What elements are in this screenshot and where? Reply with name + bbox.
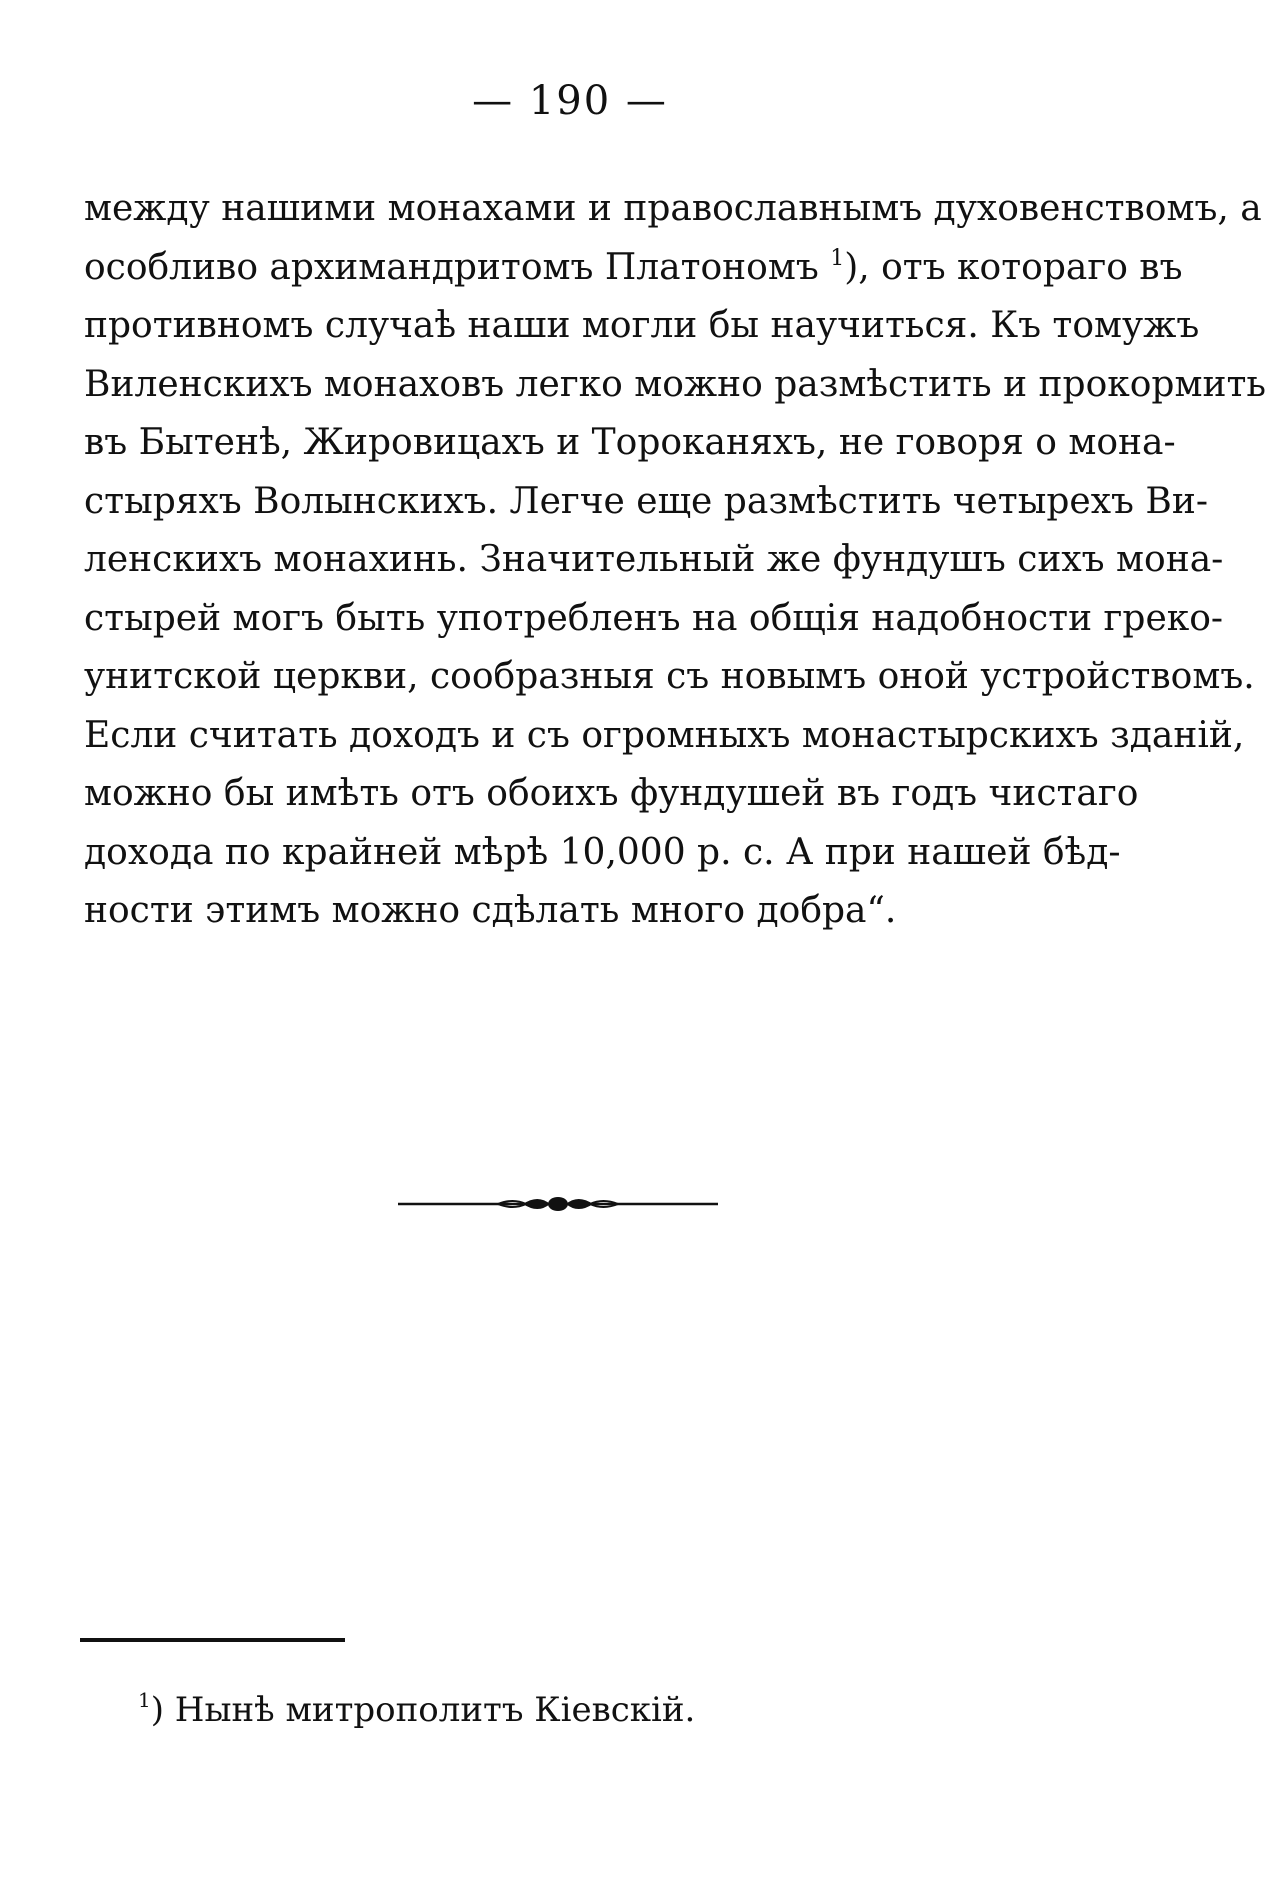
text-line: можно бы имѣть отъ обоихъ фундушей въ годъ чистаго [84,773,1139,814]
footnote-reference: 1 [830,245,845,271]
text-line-end: ), отъ котораго въ [844,246,1183,288]
text-line: между нашими монахами и православнымъ духовенствомъ, а [84,188,1262,229]
footnote-divider [80,1638,345,1642]
text-line: въ Бытенѣ, Жировицахъ и Тороканяхъ, не говоря о мона- [84,422,1176,463]
footnote-mark: 1 [138,1688,151,1712]
footnote [138,1685,695,1735]
main-text [84,180,1266,941]
text-line: противномъ случаѣ наши могли бы научиться. Къ томужъ [84,305,1200,346]
decorative-divider [398,1184,718,1224]
text-line-with-footnote-ref [84,239,1183,298]
footnote-paren: ) [150,1690,164,1730]
text-line: унитской церкви, сообразныя съ новымъ оной устройствомъ. [84,656,1255,697]
footnote-text: Нынѣ митрополитъ Кіевскій. [164,1690,696,1730]
page-number: — 190 — [472,78,668,124]
text-line: дохода по крайней мѣрѣ 10,000 р. с. А при нашей бѣд- [84,831,1121,873]
text-line-last: ности этимъ можно сдѣлать много добра“. [84,890,897,931]
text-line: Если считать доходъ и съ огромныхъ монастырскихъ зданій, [84,714,1245,756]
text-line: стырей могъ быть употребленъ на общія надобности греко- [84,597,1224,639]
text-line-start: особливо архимандритомъ Платономъ [84,246,819,288]
text-line: стыряхъ Волынскихъ. Легче еще размѣстить четырехъ Ви- [84,480,1208,522]
text-line: ленскихъ монахинь. Значительный же фундушъ сихъ мона- [84,539,1224,580]
text-line: Виленскихъ монаховъ легко можно размѣстить и прокормить [84,363,1266,405]
